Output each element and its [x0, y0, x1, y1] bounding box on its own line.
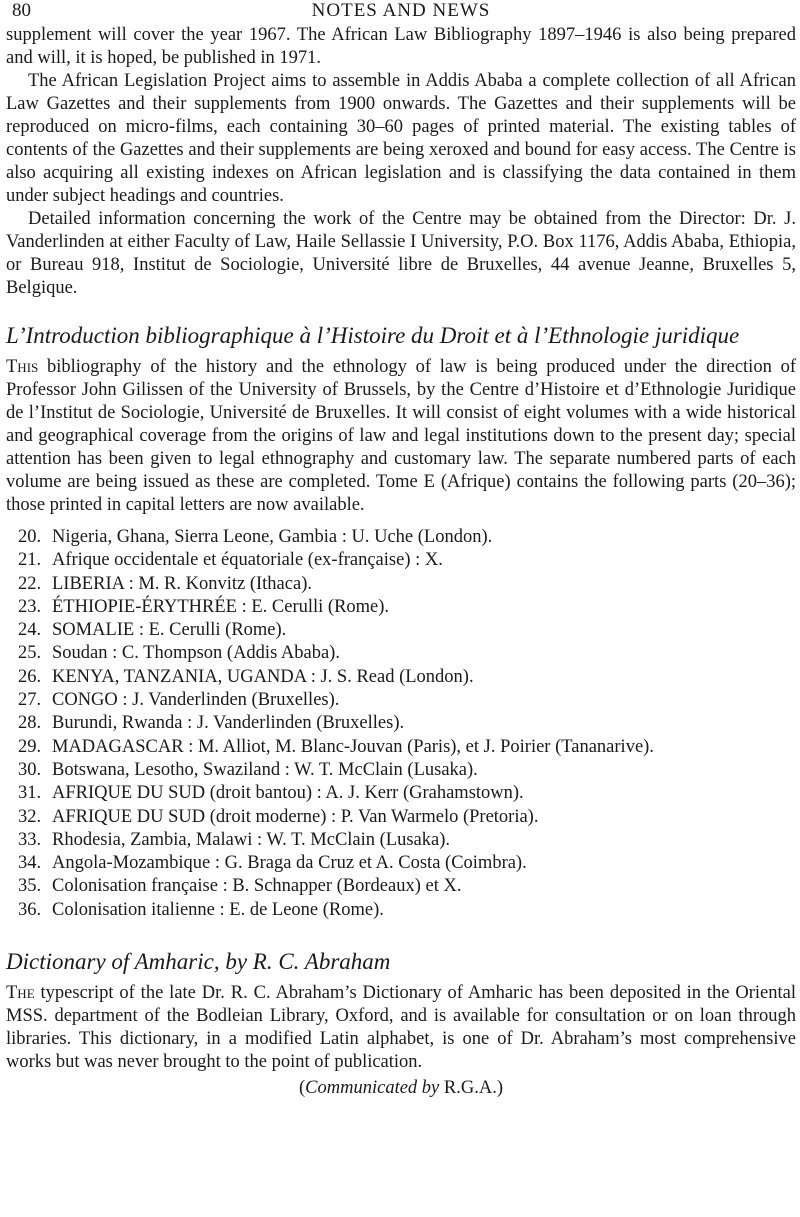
lead-word: This	[6, 357, 39, 377]
signoff-name: R.G.A.	[443, 1078, 497, 1099]
item-number: 34.	[18, 853, 42, 874]
list-item	[6, 573, 796, 596]
intro-paragraph-1: supplement will cover the year 1967. The African Law Bibliography 1897–1946 is also being prepared and will, it is hoped, be published in 1971.	[6, 25, 796, 68]
item-text: KENYA, TANZANIA, UGANDA : J. S. Read (London).	[52, 666, 474, 687]
lead-word: The	[6, 983, 35, 1004]
intro-paragraph-2: The African Legislation Project aims to assemble in Addis Ababa a complete collection of all African Law Gazettes and their supplements from 1900 onwards. The Gazettes and their supplements will be reproduced on micro-films, each containing 30–60 pages of printed material. The existing tables of contents of the Gazettes and their supplements are being xeroxed and bound for easy access. The Centre is also acquiring all existing indexes on African legislation and is classifying the data contained in them under subject headings and countries.	[6, 71, 796, 206]
list-item	[6, 666, 796, 689]
item-number: 20.	[18, 527, 42, 547]
list-item	[6, 619, 796, 642]
signoff: (Communicated by R.G.A.)	[298, 1078, 503, 1099]
intro-section	[6, 24, 796, 300]
parts-list	[6, 526, 796, 922]
list-item	[6, 759, 796, 782]
item-text: Botswana, Lesotho, Swaziland : W. T. McClain (Lusaka).	[52, 759, 478, 780]
list-item	[6, 689, 796, 712]
item-text: Afrique occidentale et équatoriale (ex-française) : X.	[52, 550, 443, 571]
signoff-prefix: Communicated by	[305, 1078, 440, 1099]
list-item	[6, 526, 796, 549]
item-number: 21.	[18, 550, 42, 571]
item-text: MADAGASCAR : M. Alliot, M. Blanc-Jouvan (Paris), et J. Poirier (Tananarive).	[52, 736, 654, 757]
intro-paragraph-3: Detailed information concerning the work of the Centre may be obtained from the Director: Dr. J. Vanderlinden at either Faculty of Law, Haile Sellassie I University, P.O. Box 1176, Addis Ababa, Ethiopia, or Bureau 918, Institut de Sociologie, Université libre de Bruxelles, 44 avenue Jeanne, Bruxelles 5, Belgique.	[6, 209, 796, 298]
item-text: AFRIQUE DU SUD (droit bantou) : A. J. Kerr (Grahamstown).	[52, 783, 524, 804]
section-paragraph	[6, 982, 796, 1074]
dictionary-section	[6, 948, 796, 1100]
list-item	[6, 782, 796, 805]
list-item	[6, 549, 796, 572]
section-heading: L’Introduction bibliographique à l’Histoire du Droit et à l’Ethnologie juridique	[6, 323, 740, 348]
bibliography-section	[6, 322, 796, 922]
item-text: LIBERIA : M. R. Konvitz (Ithaca).	[52, 573, 312, 594]
item-text: Rhodesia, Zambia, Malawi : W. T. McClain (Lusaka).	[52, 829, 451, 850]
item-number: 28.	[18, 713, 42, 734]
item-number: 26.	[18, 666, 42, 687]
list-item	[6, 806, 796, 829]
item-number: 32.	[18, 806, 42, 827]
list-item	[6, 852, 796, 875]
item-number: 30.	[18, 759, 42, 780]
item-number: 36.	[18, 899, 42, 920]
item-text: Nigeria, Ghana, Sierra Leone, Gambia : U. Uche (London).	[52, 527, 493, 547]
item-number: 24.	[18, 620, 42, 641]
list-item	[6, 712, 796, 735]
item-number: 27.	[18, 690, 42, 711]
paragraph-body: bibliography of the history and the ethnology of law is being produced under the direction of Professor John Gilissen of the University of Brussels, by the Centre d’Histoire et d’Ethnologie Juridique de l’Institut de Sociologie, Université de Bruxelles. It will consist of eight volumes with a wide historical and geographical coverage from the origins of law and legal institutions down to the present day; special attention has been given to legal ethnography and customary law. The separate numbered parts of each volume are being issued as these are completed. Tome E (Afrique) contains the following parts (20–36); those printed in capital letters are now available.	[6, 357, 796, 515]
item-text: Colonisation italienne : E. de Leone (Rome).	[52, 899, 384, 920]
page-number: 80	[12, 0, 31, 21]
list-item	[6, 642, 796, 665]
item-text: Soudan : C. Thompson (Addis Ababa).	[52, 643, 340, 664]
paragraph-body: typescript of the late Dr. R. C. Abraham’s Dictionary of Amharic has been deposited in the Oriental MSS. department of the Bodleian Library, Oxford, and is available for consultation or on loan through libraries. This dictionary, in a modified Latin alphabet, is one of Dr. Abraham’s most comprehensive works but was never brought to the point of publication.	[6, 983, 796, 1073]
item-number: 23.	[18, 596, 42, 617]
list-item	[6, 829, 796, 852]
running-head: NOTES AND NEWS	[311, 0, 491, 21]
item-text: Burundi, Rwanda : J. Vanderlinden (Bruxelles).	[52, 713, 405, 734]
list-item	[6, 736, 796, 759]
item-text: ÉTHIOPIE-ÉRYTHRÉE : E. Cerulli (Rome).	[52, 596, 390, 617]
item-number: 29.	[18, 736, 42, 757]
item-number: 25.	[18, 643, 42, 664]
item-text: Colonisation française : B. Schnapper (Bordeaux) et X.	[52, 876, 462, 897]
item-text: Angola-Mozambique : G. Braga da Cruz et A. Costa (Coimbra).	[52, 853, 527, 874]
item-number: 33.	[18, 829, 42, 850]
item-text: AFRIQUE DU SUD (droit moderne) : P. Van Warmelo (Pretoria).	[52, 806, 539, 827]
section-heading: Dictionary of Amharic, by R. C. Abraham	[6, 949, 391, 975]
list-item	[6, 596, 796, 619]
item-text: CONGO : J. Vanderlinden (Bruxelles).	[52, 690, 340, 711]
item-text: SOMALIE : E. Cerulli (Rome).	[52, 620, 287, 641]
page-header	[6, 0, 796, 22]
list-item	[6, 875, 796, 898]
item-number: 22.	[18, 573, 42, 594]
item-number: 35.	[18, 876, 42, 897]
section-paragraph	[6, 356, 796, 517]
list-item	[6, 899, 796, 922]
item-number: 31.	[18, 783, 42, 804]
